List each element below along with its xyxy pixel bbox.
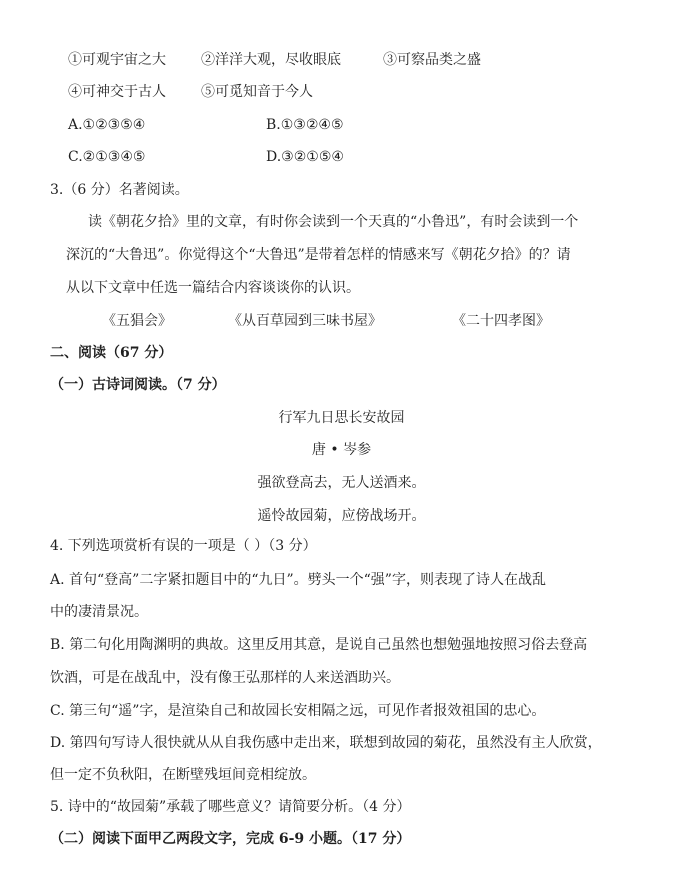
q3-heading: 3.（6 分）名著阅读。 [50, 182, 189, 198]
q4-line-a1: A. 首句“登高”二字紧扣题目中的“九日”。劈头一个“强”字，则表现了诗人在战乱 [50, 572, 546, 588]
q4-line-b2: 饮酒，可是在战乱中，没有像王弘那样的人来送酒助兴。 [50, 670, 400, 686]
q2-option-4: ④可神交于古人 [68, 84, 166, 100]
q2-option-3: ③可察品类之盛 [383, 52, 481, 68]
part-1-title: （一）古诗词阅读。（7 分） [50, 377, 226, 393]
part-2-title: （二）阅读下面甲乙两段文字，完成 6-9 小题。（17 分） [50, 831, 411, 847]
q4-line-d1: D. 第四句写诗人很快就从从自我伤感中走出来，联想到故园的菊花，虽然没有主人欣赏， [50, 735, 602, 751]
poem-line-2: 遥怜故园菊，应傍战场开。 [257, 508, 426, 524]
poem-author: 唐 • 岑参 [311, 442, 372, 458]
q3-work-2: 《从百草园到三味书屋》 [228, 313, 382, 329]
q2-option-1: ①可观宇宙之大 [68, 52, 166, 68]
q2-choice-d: D.③②①⑤④ [266, 149, 344, 165]
q2-choice-b: B.①③②④⑤ [266, 117, 344, 133]
q3-work-1: 《五猖会》 [102, 313, 172, 329]
q3-work-3: 《二十四孝图》 [452, 313, 550, 329]
section-2-title: 二、阅读（67 分） [50, 345, 173, 361]
q2-choice-c: C.②①③④⑤ [68, 149, 146, 165]
q2-choice-a: A.①②③⑤④ [68, 117, 146, 133]
q4-line-c: C. 第三句“遥”字，是渲染自己和故园长安相隔之远，可见作者报效祖国的忠心。 [50, 703, 546, 719]
q4-stem: 4. 下列选项赏析有误的一项是（ ）（3 分） [50, 538, 317, 554]
q2-option-2: ②洋洋大观，尽收眼底 [201, 52, 341, 68]
q3-line-3: 从以下文章中任选一篇结合内容谈谈你的认识。 [66, 280, 360, 296]
q4-line-b1: B. 第二句化用陶渊明的典故。这里反用其意，是说自己虽然也想勉强地按照习俗去登高 [50, 637, 588, 653]
q3-line-1: 读《朝花夕拾》里的文章，有时你会读到一个天真的“小鲁迅”，有时会读到一个 [88, 214, 579, 230]
q4-line-d2: 但一定不负秋阳，在断壁残垣间竞相绽放。 [50, 767, 316, 783]
q2-option-5: ⑤可觅知音于今人 [201, 84, 313, 100]
q5-text: 5. 诗中的“故园菊”承载了哪些意义？请简要分析。（4 分） [50, 799, 411, 815]
poem-line-1: 强欲登高去，无人送酒来。 [257, 475, 426, 491]
q4-line-a2: 中的凄清景况。 [50, 604, 148, 620]
q3-line-2: 深沉的“大鲁迅”。你觉得这个“大鲁迅”是带着怎样的情感来写《朝花夕拾》的？请 [66, 247, 571, 263]
poem-title: 行军九日思长安故园 [278, 410, 405, 426]
